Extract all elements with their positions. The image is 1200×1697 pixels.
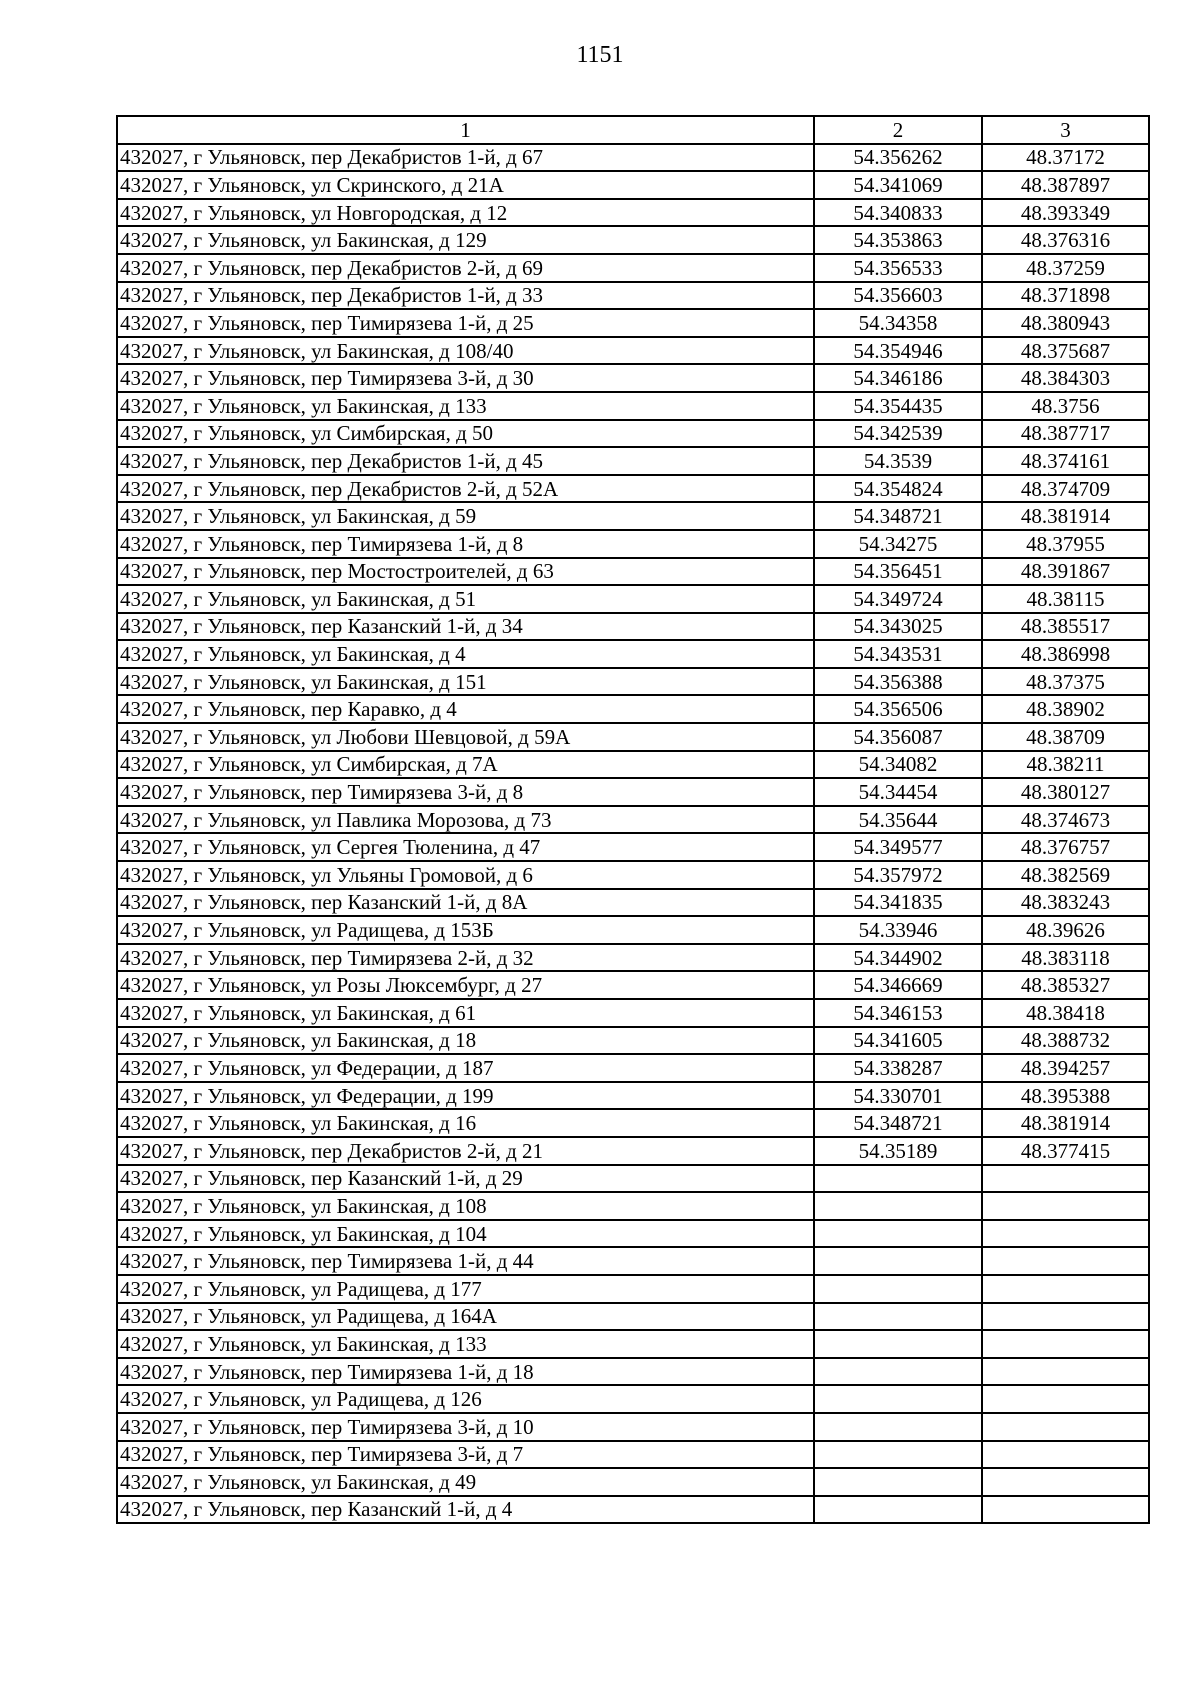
latitude-cell: 54.356533 [814, 254, 982, 282]
table-row [117, 1247, 1149, 1275]
longitude-cell: 48.376757 [982, 833, 1149, 861]
address-cell: 432027, г Ульяновск, ул Розы Люксембург, д 27 [117, 971, 814, 999]
table-row [117, 613, 1149, 641]
latitude-cell: 54.343531 [814, 640, 982, 668]
address-cell: 432027, г Ульяновск, ул Радищева, д 164А [117, 1303, 814, 1331]
table-row [117, 695, 1149, 723]
address-cell: 432027, г Ульяновск, пер Тимирязева 3-й, д 30 [117, 364, 814, 392]
table-row [117, 309, 1149, 337]
longitude-cell: 48.38902 [982, 695, 1149, 723]
address-cell: 432027, г Ульяновск, ул Радищева, д 177 [117, 1275, 814, 1303]
address-cell: 432027, г Ульяновск, ул Любови Шевцовой, д 59А [117, 723, 814, 751]
longitude-cell: 48.382569 [982, 861, 1149, 889]
address-cell: 432027, г Ульяновск, пер Тимирязева 3-й, д 10 [117, 1413, 814, 1441]
longitude-cell: 48.380127 [982, 778, 1149, 806]
address-cell: 432027, г Ульяновск, ул Ульяны Громовой, д 6 [117, 861, 814, 889]
address-cell: 432027, г Ульяновск, ул Радищева, д 153Б [117, 916, 814, 944]
longitude-cell: 48.37955 [982, 530, 1149, 558]
column-header-longitude: 3 [982, 116, 1149, 144]
longitude-cell: 48.38418 [982, 999, 1149, 1027]
address-cell: 432027, г Ульяновск, пер Тимирязева 3-й, д 8 [117, 778, 814, 806]
latitude-cell: 54.33946 [814, 916, 982, 944]
latitude-cell [814, 1496, 982, 1524]
address-cell: 432027, г Ульяновск, ул Бакинская, д 59 [117, 502, 814, 530]
longitude-cell [982, 1192, 1149, 1220]
longitude-cell: 48.387897 [982, 171, 1149, 199]
longitude-cell: 48.391867 [982, 558, 1149, 586]
latitude-cell: 54.356506 [814, 695, 982, 723]
table-row [117, 1082, 1149, 1110]
table-row [117, 364, 1149, 392]
latitude-cell [814, 1303, 982, 1331]
table-row [117, 585, 1149, 613]
latitude-cell: 54.3539 [814, 447, 982, 475]
address-cell: 432027, г Ульяновск, ул Бакинская, д 133 [117, 1330, 814, 1358]
table-row [117, 668, 1149, 696]
latitude-cell [814, 1275, 982, 1303]
latitude-cell: 54.340833 [814, 199, 982, 227]
latitude-cell [814, 1165, 982, 1193]
longitude-cell: 48.385327 [982, 971, 1149, 999]
address-cell: 432027, г Ульяновск, пер Декабристов 1-й, д 67 [117, 144, 814, 172]
latitude-cell [814, 1220, 982, 1248]
longitude-cell: 48.393349 [982, 199, 1149, 227]
longitude-cell: 48.394257 [982, 1054, 1149, 1082]
address-cell: 432027, г Ульяновск, пер Декабристов 2-й, д 69 [117, 254, 814, 282]
longitude-cell: 48.380943 [982, 309, 1149, 337]
longitude-cell: 48.386998 [982, 640, 1149, 668]
longitude-cell: 48.381914 [982, 502, 1149, 530]
address-cell: 432027, г Ульяновск, пер Тимирязева 1-й, д 44 [117, 1247, 814, 1275]
address-cell: 432027, г Ульяновск, пер Казанский 1-й, д 34 [117, 613, 814, 641]
longitude-cell: 48.384303 [982, 364, 1149, 392]
longitude-cell [982, 1385, 1149, 1413]
latitude-cell [814, 1247, 982, 1275]
table-row [117, 1137, 1149, 1165]
table-row [117, 806, 1149, 834]
address-cell: 432027, г Ульяновск, ул Бакинская, д 133 [117, 392, 814, 420]
address-cell: 432027, г Ульяновск, ул Бакинская, д 61 [117, 999, 814, 1027]
table-row [117, 1165, 1149, 1193]
longitude-cell: 48.38115 [982, 585, 1149, 613]
address-cell: 432027, г Ульяновск, пер Тимирязева 1-й, д 25 [117, 309, 814, 337]
longitude-cell [982, 1358, 1149, 1386]
address-cell: 432027, г Ульяновск, ул Скринского, д 21А [117, 171, 814, 199]
table-row [117, 723, 1149, 751]
longitude-cell: 48.375687 [982, 337, 1149, 365]
table-row [117, 1027, 1149, 1055]
longitude-cell: 48.381914 [982, 1109, 1149, 1137]
longitude-cell: 48.383118 [982, 944, 1149, 972]
table-row [117, 530, 1149, 558]
address-cell: 432027, г Ульяновск, ул Радищева, д 126 [117, 1385, 814, 1413]
latitude-cell: 54.344902 [814, 944, 982, 972]
address-cell: 432027, г Ульяновск, ул Новгородская, д 12 [117, 199, 814, 227]
longitude-cell: 48.374709 [982, 475, 1149, 503]
longitude-cell [982, 1275, 1149, 1303]
table-row [117, 282, 1149, 310]
latitude-cell: 54.346186 [814, 364, 982, 392]
longitude-cell: 48.377415 [982, 1137, 1149, 1165]
address-cell: 432027, г Ульяновск, ул Симбирская, д 7А [117, 751, 814, 779]
longitude-cell: 48.374161 [982, 447, 1149, 475]
table-row [117, 1054, 1149, 1082]
latitude-cell: 54.330701 [814, 1082, 982, 1110]
latitude-cell [814, 1192, 982, 1220]
longitude-cell: 48.371898 [982, 282, 1149, 310]
table-row [117, 475, 1149, 503]
latitude-cell: 54.354946 [814, 337, 982, 365]
address-cell: 432027, г Ульяновск, ул Бакинская, д 16 [117, 1109, 814, 1137]
table-body [117, 144, 1149, 1524]
address-coordinates-table [116, 115, 1150, 1524]
table-row [117, 778, 1149, 806]
longitude-cell: 48.387717 [982, 420, 1149, 448]
address-cell: 432027, г Ульяновск, пер Тимирязева 2-й, д 32 [117, 944, 814, 972]
table-row [117, 1468, 1149, 1496]
address-cell: 432027, г Ульяновск, ул Бакинская, д 151 [117, 668, 814, 696]
longitude-cell [982, 1165, 1149, 1193]
address-cell: 432027, г Ульяновск, ул Павлика Морозова, д 73 [117, 806, 814, 834]
latitude-cell: 54.356087 [814, 723, 982, 751]
latitude-cell: 54.356451 [814, 558, 982, 586]
latitude-cell: 54.341835 [814, 889, 982, 917]
table-row [117, 1496, 1149, 1524]
table-row [117, 971, 1149, 999]
longitude-cell: 48.3756 [982, 392, 1149, 420]
address-cell: 432027, г Ульяновск, ул Бакинская, д 129 [117, 226, 814, 254]
address-cell: 432027, г Ульяновск, ул Бакинская, д 4 [117, 640, 814, 668]
address-cell: 432027, г Ульяновск, пер Казанский 1-й, д 4 [117, 1496, 814, 1524]
latitude-cell: 54.346669 [814, 971, 982, 999]
latitude-cell: 54.34275 [814, 530, 982, 558]
table-row [117, 916, 1149, 944]
longitude-cell: 48.383243 [982, 889, 1149, 917]
address-cell: 432027, г Ульяновск, пер Казанский 1-й, д 29 [117, 1165, 814, 1193]
latitude-cell: 54.341069 [814, 171, 982, 199]
table-row [117, 1192, 1149, 1220]
latitude-cell: 54.354824 [814, 475, 982, 503]
page-number: 1151 [576, 42, 624, 68]
latitude-cell: 54.348721 [814, 502, 982, 530]
latitude-cell: 54.356388 [814, 668, 982, 696]
longitude-cell [982, 1413, 1149, 1441]
address-cell: 432027, г Ульяновск, ул Сергея Тюленина, д 47 [117, 833, 814, 861]
address-cell: 432027, г Ульяновск, пер Каравко, д 4 [117, 695, 814, 723]
address-cell: 432027, г Ульяновск, пер Казанский 1-й, д 8А [117, 889, 814, 917]
latitude-cell: 54.35189 [814, 1137, 982, 1165]
latitude-cell [814, 1413, 982, 1441]
table-row [117, 1220, 1149, 1248]
latitude-cell [814, 1330, 982, 1358]
latitude-cell: 54.354435 [814, 392, 982, 420]
longitude-cell [982, 1330, 1149, 1358]
latitude-cell: 54.349724 [814, 585, 982, 613]
address-cell: 432027, г Ульяновск, ул Бакинская, д 49 [117, 1468, 814, 1496]
address-cell: 432027, г Ульяновск, пер Тимирязева 1-й, д 18 [117, 1358, 814, 1386]
address-cell: 432027, г Ульяновск, ул Бакинская, д 18 [117, 1027, 814, 1055]
longitude-cell: 48.388732 [982, 1027, 1149, 1055]
latitude-cell: 54.342539 [814, 420, 982, 448]
longitude-cell: 48.39626 [982, 916, 1149, 944]
latitude-cell [814, 1468, 982, 1496]
longitude-cell: 48.38211 [982, 751, 1149, 779]
address-cell: 432027, г Ульяновск, пер Декабристов 2-й, д 21 [117, 1137, 814, 1165]
table-row [117, 420, 1149, 448]
table-row [117, 199, 1149, 227]
longitude-cell [982, 1496, 1149, 1524]
latitude-cell: 54.34454 [814, 778, 982, 806]
table-row [117, 1109, 1149, 1137]
longitude-cell [982, 1220, 1149, 1248]
longitude-cell: 48.37172 [982, 144, 1149, 172]
table-header-row [117, 116, 1149, 144]
longitude-cell: 48.385517 [982, 613, 1149, 641]
table-row [117, 999, 1149, 1027]
address-cell: 432027, г Ульяновск, ул Бакинская, д 51 [117, 585, 814, 613]
latitude-cell: 54.34082 [814, 751, 982, 779]
longitude-cell [982, 1441, 1149, 1469]
table-row [117, 861, 1149, 889]
address-cell: 432027, г Ульяновск, пер Декабристов 2-й, д 52А [117, 475, 814, 503]
table-row [117, 833, 1149, 861]
table-row [117, 558, 1149, 586]
table-row [117, 447, 1149, 475]
longitude-cell: 48.374673 [982, 806, 1149, 834]
longitude-cell [982, 1468, 1149, 1496]
latitude-cell: 54.353863 [814, 226, 982, 254]
address-cell: 432027, г Ульяновск, пер Тимирязева 1-й, д 8 [117, 530, 814, 558]
table-row [117, 1358, 1149, 1386]
latitude-cell [814, 1358, 982, 1386]
address-cell: 432027, г Ульяновск, ул Симбирская, д 50 [117, 420, 814, 448]
longitude-cell: 48.395388 [982, 1082, 1149, 1110]
longitude-cell: 48.37375 [982, 668, 1149, 696]
latitude-cell: 54.35644 [814, 806, 982, 834]
column-header-address: 1 [117, 116, 814, 144]
table-row [117, 226, 1149, 254]
latitude-cell: 54.349577 [814, 833, 982, 861]
table-row [117, 144, 1149, 172]
table-row [117, 1303, 1149, 1331]
latitude-cell: 54.343025 [814, 613, 982, 641]
longitude-cell: 48.376316 [982, 226, 1149, 254]
address-cell: 432027, г Ульяновск, ул Бакинская, д 108 [117, 1192, 814, 1220]
table-row [117, 1385, 1149, 1413]
column-header-latitude: 2 [814, 116, 982, 144]
address-cell: 432027, г Ульяновск, ул Бакинская, д 108/40 [117, 337, 814, 365]
table-row [117, 1413, 1149, 1441]
latitude-cell [814, 1441, 982, 1469]
latitude-cell: 54.338287 [814, 1054, 982, 1082]
table-row [117, 640, 1149, 668]
table-row [117, 1330, 1149, 1358]
longitude-cell: 48.38709 [982, 723, 1149, 751]
latitude-cell: 54.346153 [814, 999, 982, 1027]
table-row [117, 337, 1149, 365]
address-cell: 432027, г Ульяновск, ул Федерации, д 199 [117, 1082, 814, 1110]
table-row [117, 254, 1149, 282]
latitude-cell: 54.341605 [814, 1027, 982, 1055]
table-row [117, 502, 1149, 530]
latitude-cell [814, 1385, 982, 1413]
table-row [117, 1441, 1149, 1469]
address-cell: 432027, г Ульяновск, ул Федерации, д 187 [117, 1054, 814, 1082]
longitude-cell: 48.37259 [982, 254, 1149, 282]
latitude-cell: 54.357972 [814, 861, 982, 889]
longitude-cell [982, 1303, 1149, 1331]
table-row [117, 392, 1149, 420]
table-row [117, 171, 1149, 199]
address-cell: 432027, г Ульяновск, пер Тимирязева 3-й, д 7 [117, 1441, 814, 1469]
longitude-cell [982, 1247, 1149, 1275]
latitude-cell: 54.34358 [814, 309, 982, 337]
table-row [117, 751, 1149, 779]
latitude-cell: 54.356603 [814, 282, 982, 310]
latitude-cell: 54.348721 [814, 1109, 982, 1137]
latitude-cell: 54.356262 [814, 144, 982, 172]
address-cell: 432027, г Ульяновск, пер Декабристов 1-й, д 33 [117, 282, 814, 310]
table-row [117, 1275, 1149, 1303]
table-row [117, 944, 1149, 972]
address-cell: 432027, г Ульяновск, пер Мостостроителей, д 63 [117, 558, 814, 586]
address-cell: 432027, г Ульяновск, ул Бакинская, д 104 [117, 1220, 814, 1248]
table-row [117, 889, 1149, 917]
address-cell: 432027, г Ульяновск, пер Декабристов 1-й, д 45 [117, 447, 814, 475]
